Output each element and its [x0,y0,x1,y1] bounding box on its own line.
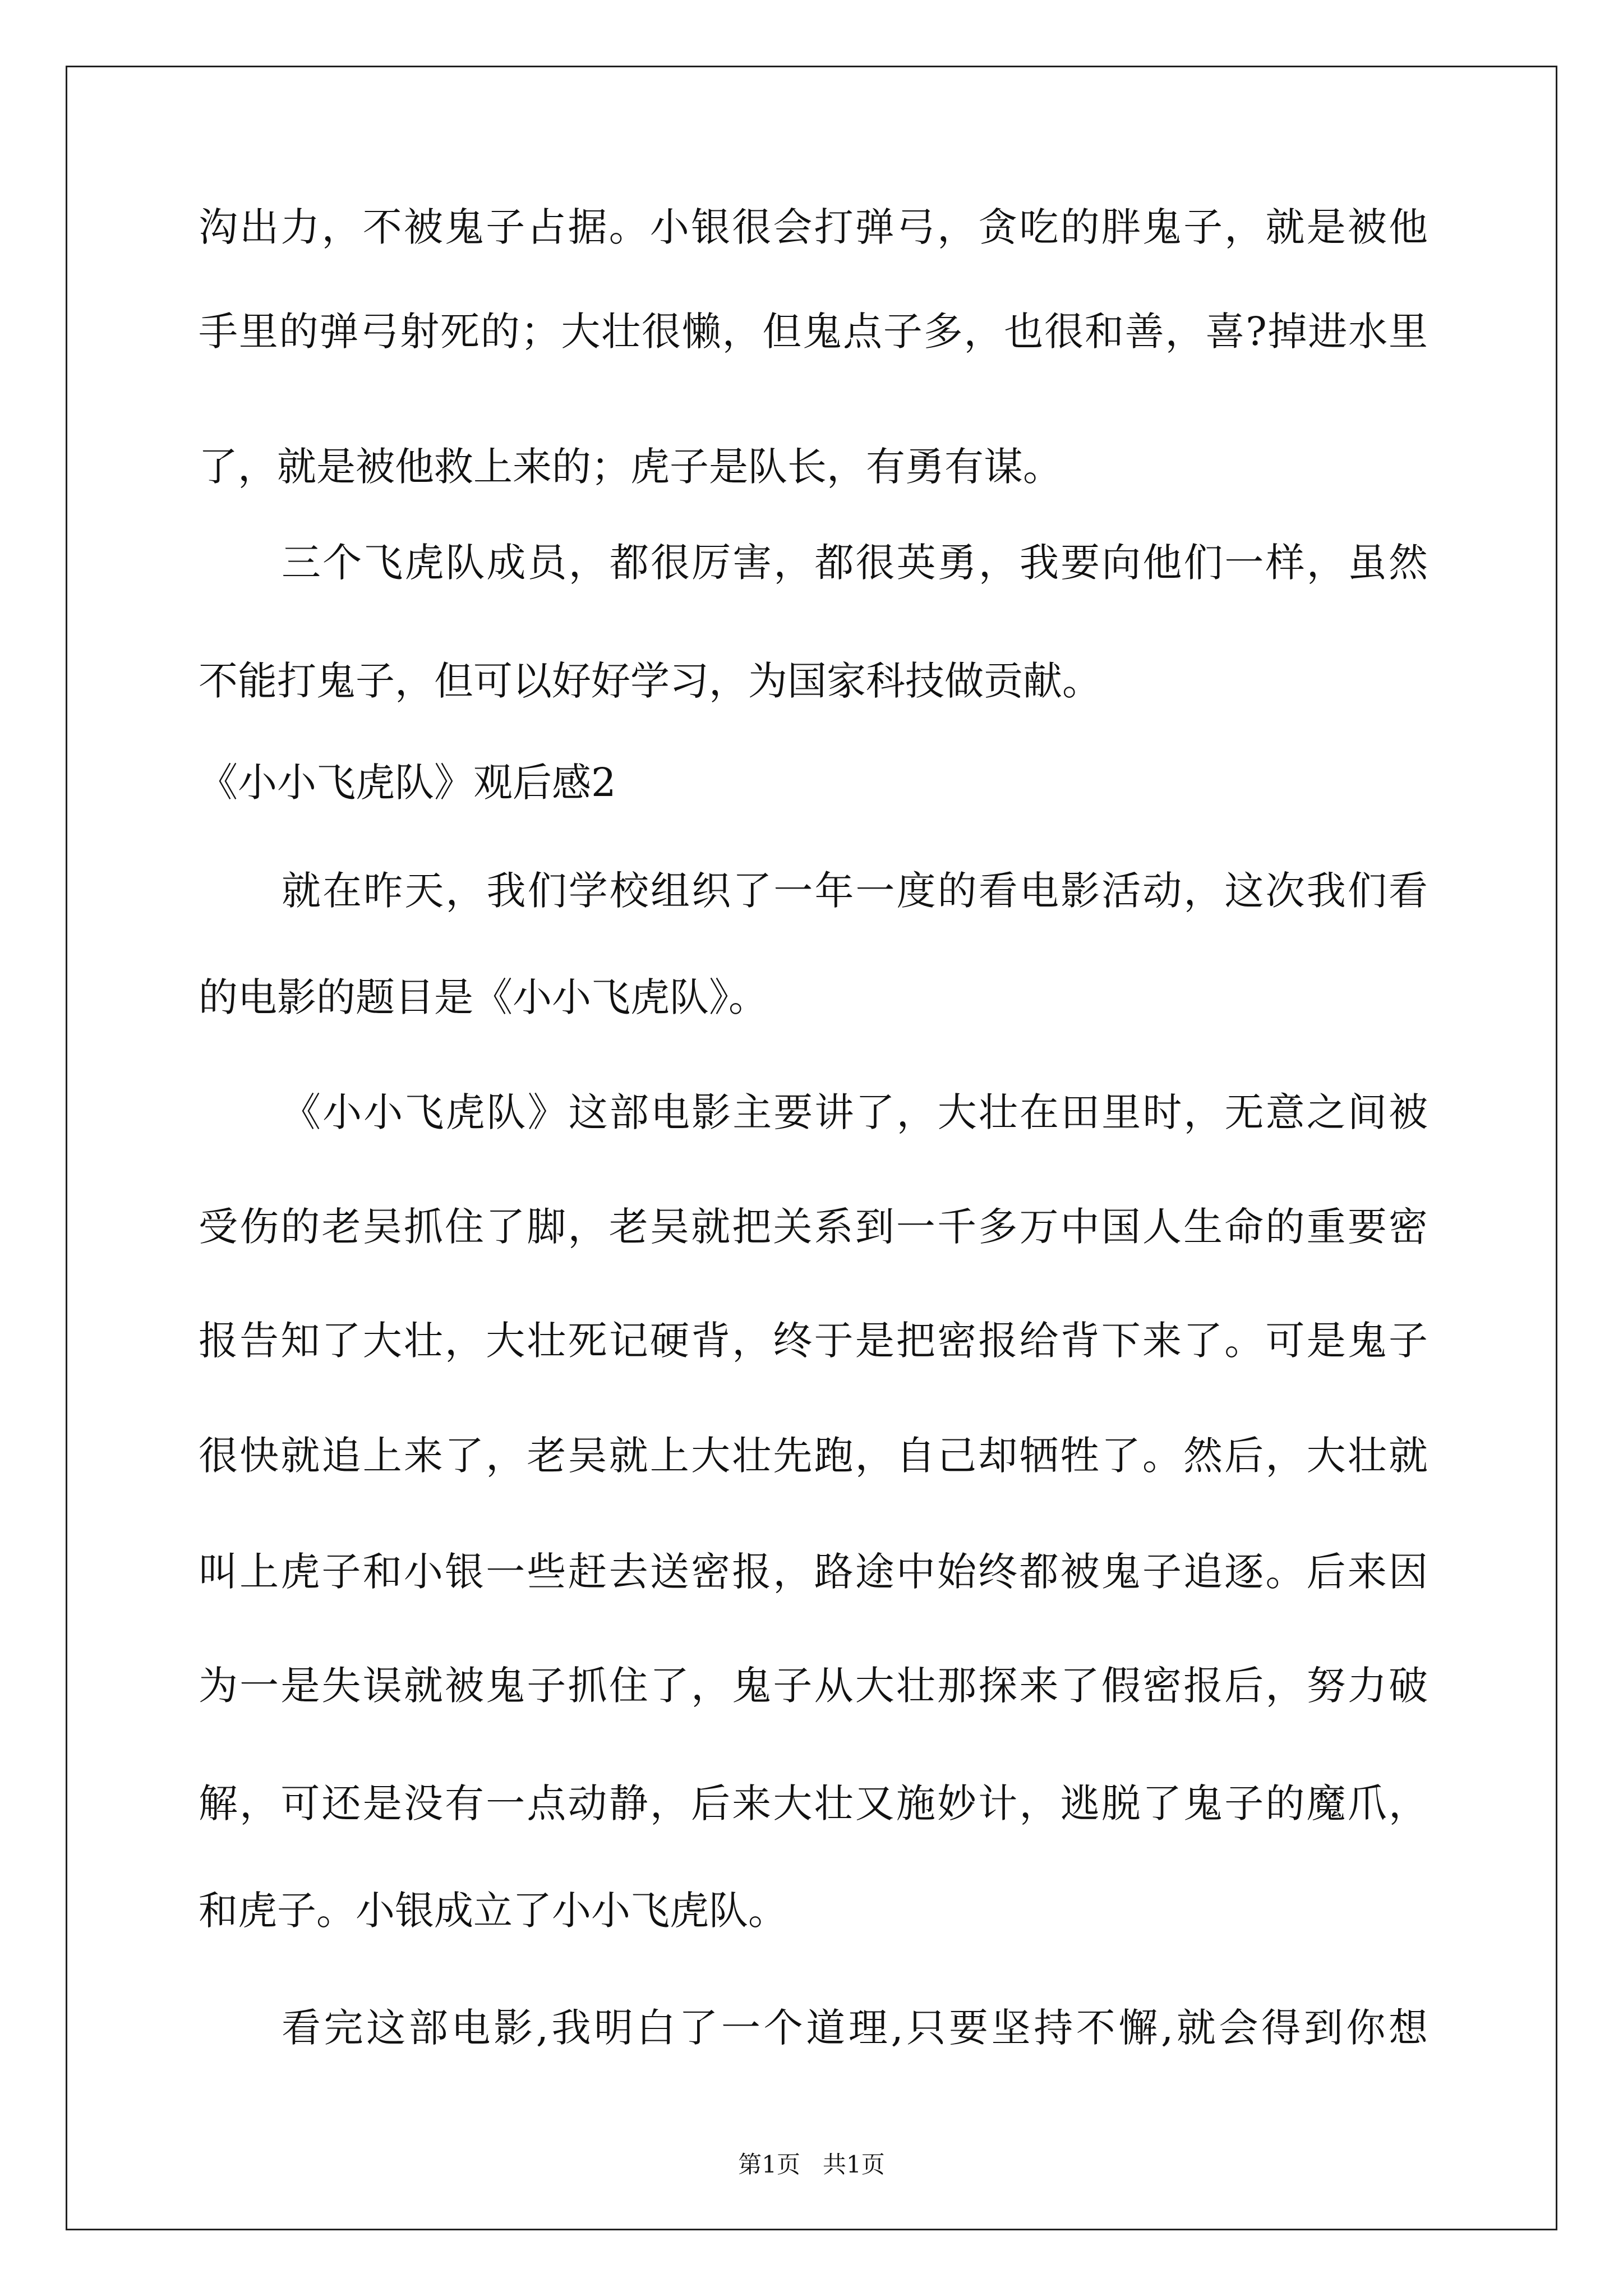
text-line: 看完这部电影,我明白了一个道理,只要坚持不懈,就会得到你想 [282,2005,1428,2051]
text-line: 叫上虎子和小银一些赶去送密报，路途中始终都被鬼子追逐。后来因 [199,1549,1428,1595]
text-line: 《小小飞虎队》这部电影主要讲了，大壮在田里时，无意之间被 [282,1089,1428,1135]
section-heading: 《小小飞虎队》观后感2 [199,760,616,806]
text-line: 手里的弹弓射死的；大壮很懒，但鬼点子多，也很和善，喜?掉进水里 [199,309,1428,355]
text-line: 就在昨天，我们学校组织了一年一度的看电影活动，这次我们看 [282,868,1428,914]
text-line: 三个飞虎队成员，都很厉害，都很英勇，我要向他们一样，虽然 [282,540,1428,586]
text-line: 为一是失误就被鬼子抓住了，鬼子从大壮那探来了假密报后，努力破 [199,1663,1428,1709]
text-line: 很快就追上来了，老吴就上大壮先跑，自己却牺牲了。然后，大壮就 [199,1433,1428,1479]
text-line: 报告知了大壮，大壮死记硬背，终于是把密报给背下来了。可是鬼子 [199,1318,1428,1364]
text-line: 解，可还是没有一点动静，后来大壮又施妙计，逃脱了鬼子的魔爪， [199,1780,1428,1826]
text-line: 了，就是被他救上来的；虎子是队长，有勇有谋。 [199,444,1062,490]
text-line: 不能打鬼子，但可以好好学习，为国家科技做贡献。 [199,658,1101,704]
page-footer: 第1页 共1页 [738,2151,885,2178]
text-line: 的电影的题目是《小小飞虎队》。 [199,974,768,1020]
text-line: 和虎子。小银成立了小小飞虎队。 [199,1888,787,1934]
text-line: 沟出力，不被鬼子占据。小银很会打弹弓，贪吃的胖鬼子，就是被他 [199,204,1428,250]
text-line: 受伤的老吴抓住了脚，老吴就把关系到一千多万中国人生命的重要密 [199,1204,1428,1250]
